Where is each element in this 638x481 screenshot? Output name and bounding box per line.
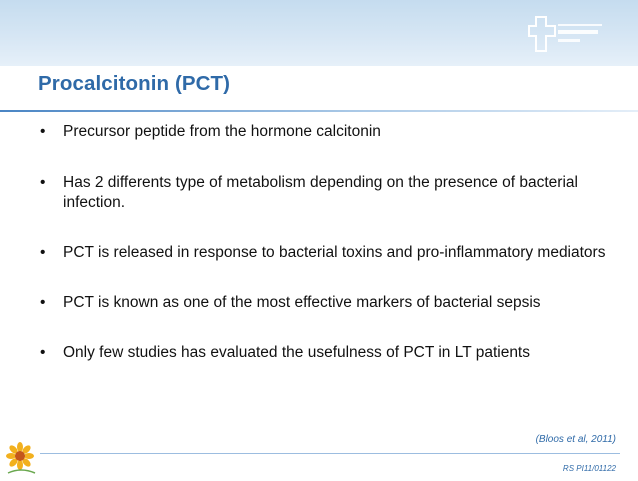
slide-title: Procalcitonin (PCT): [38, 72, 231, 95]
hospital-cross-logo: [528, 14, 608, 54]
bullet-text: PCT is known as one of the most effective markers of bacterial sepsis: [63, 294, 541, 311]
bullet-item: [40, 122, 620, 142]
footer-divider: [40, 453, 620, 454]
title-divider: [0, 110, 638, 112]
sunflower-logo: [4, 440, 38, 476]
bullet-item: [40, 343, 620, 363]
citation: (Bloos et al, 2011): [535, 434, 616, 445]
bullet-marker: •: [40, 344, 46, 361]
bullet-marker: •: [40, 123, 46, 140]
bullet-text: Precursor peptide from the hormone calcitonin: [63, 123, 381, 140]
bullet-marker: •: [40, 174, 46, 191]
bullet-list: [40, 122, 620, 363]
bullet-item: [40, 173, 620, 213]
bullet-marker: •: [40, 244, 46, 261]
bullet-marker: •: [40, 294, 46, 311]
bullet-text: Has 2 differents type of metabolism depending on the presence of bacterial infection.: [63, 174, 578, 211]
bullet-text: PCT is released in response to bacterial toxins and pro-inflammatory mediators: [63, 244, 606, 261]
bullet-item: [40, 293, 620, 313]
document-code: RS PI11/01122: [562, 464, 616, 473]
bullet-item: [40, 243, 620, 263]
bullet-text: Only few studies has evaluated the usefulness of PCT in LT patients: [63, 344, 530, 361]
